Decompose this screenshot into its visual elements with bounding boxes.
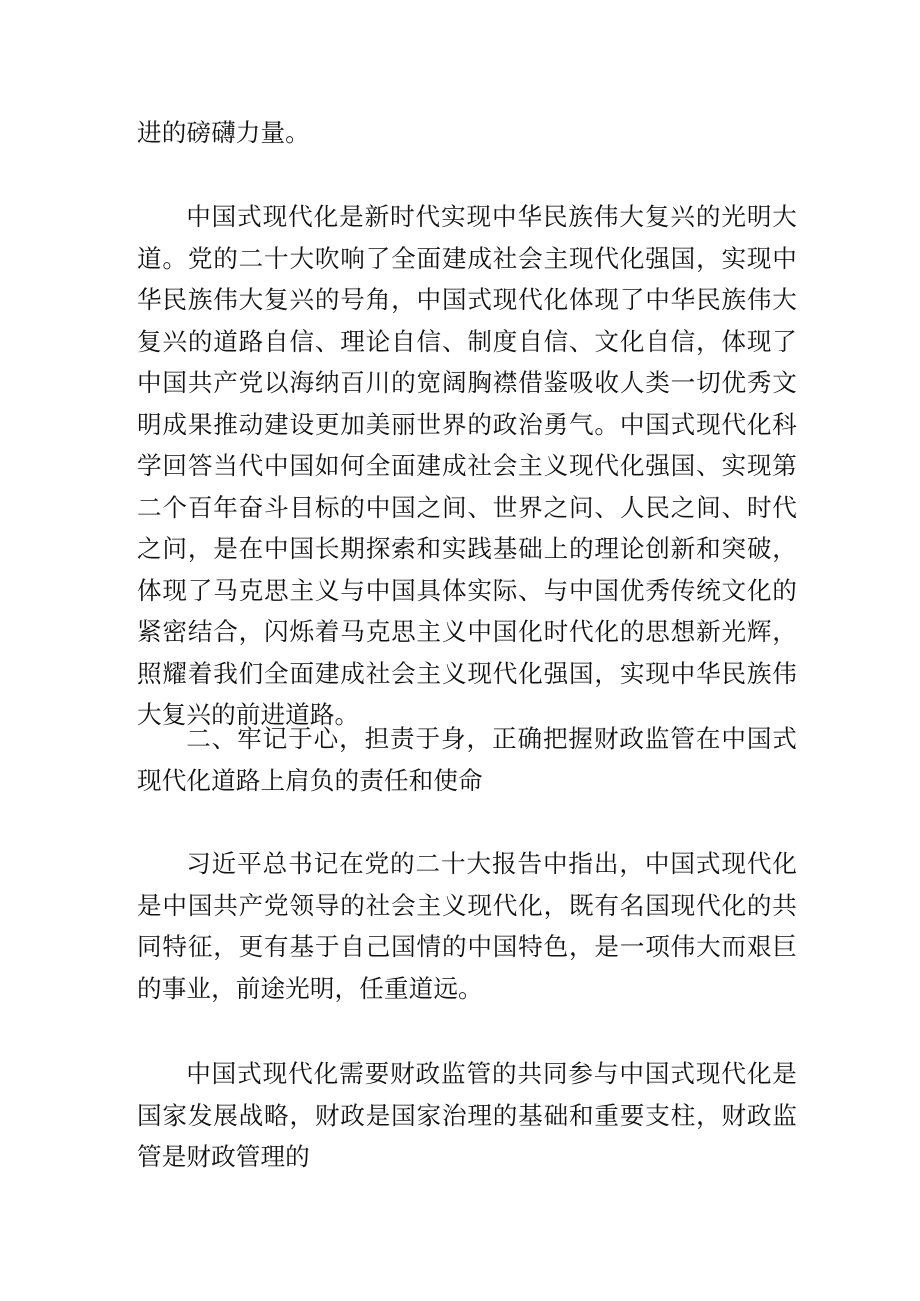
section-heading-two: 二、牢记于心，担责于身，正确把握财政监管在中国式现代化道路上肩负的责任和使命: [137, 724, 797, 795]
paragraph-fiscal-supervision: 中国式现代化需要财政监管的共同参与中国式现代化是国家发展战略，财政是国家治理的基础和重要支柱，财政监管是财政管理的: [137, 1059, 797, 1171]
paragraph-continuation: 进的磅礴力量。: [137, 118, 310, 147]
paragraph-modernization-path: 中国式现代化是新时代实现中华民族伟大复兴的光明大道。党的二十大吹响了全面建成社会主现代化强国，实现中华民族伟大复兴的号角，中国式现代化体现了中华民族伟大复兴的道路自信、理论自信、制度自信、文化自信，体现了中国共产党以海纳百川的宽阔胸襟借鉴吸收人类一切优秀文明成果推动建设更加美丽世界的政治勇气。中国式现代化科学回答当代中国如何全面建成社会主义现代化强国、实现第二个百年奋斗目标的中国之间、世界之问、人民之间、时代之问，是在中国长期探索和实践基础上的理论创新和突破，体现了马克思主义与中国具体实际、与中国优秀传统文化的紧密结合，闪烁着马克思主义中国化时代化的思想新光辉，照耀着我们全面建成社会主义现代化强国，实现中华民族伟大复兴的前进道路。: [137, 202, 797, 729]
paragraph-report-quote: 习近平总书记在党的二十大报告中指出，中国式现代化是中国共产党领导的社会主义现代化，既有名国现代化的共同特征，更有基于自己国情的中国特色，是一项伟大而艰巨的事业，前途光明，任重道远。: [137, 849, 797, 1003]
